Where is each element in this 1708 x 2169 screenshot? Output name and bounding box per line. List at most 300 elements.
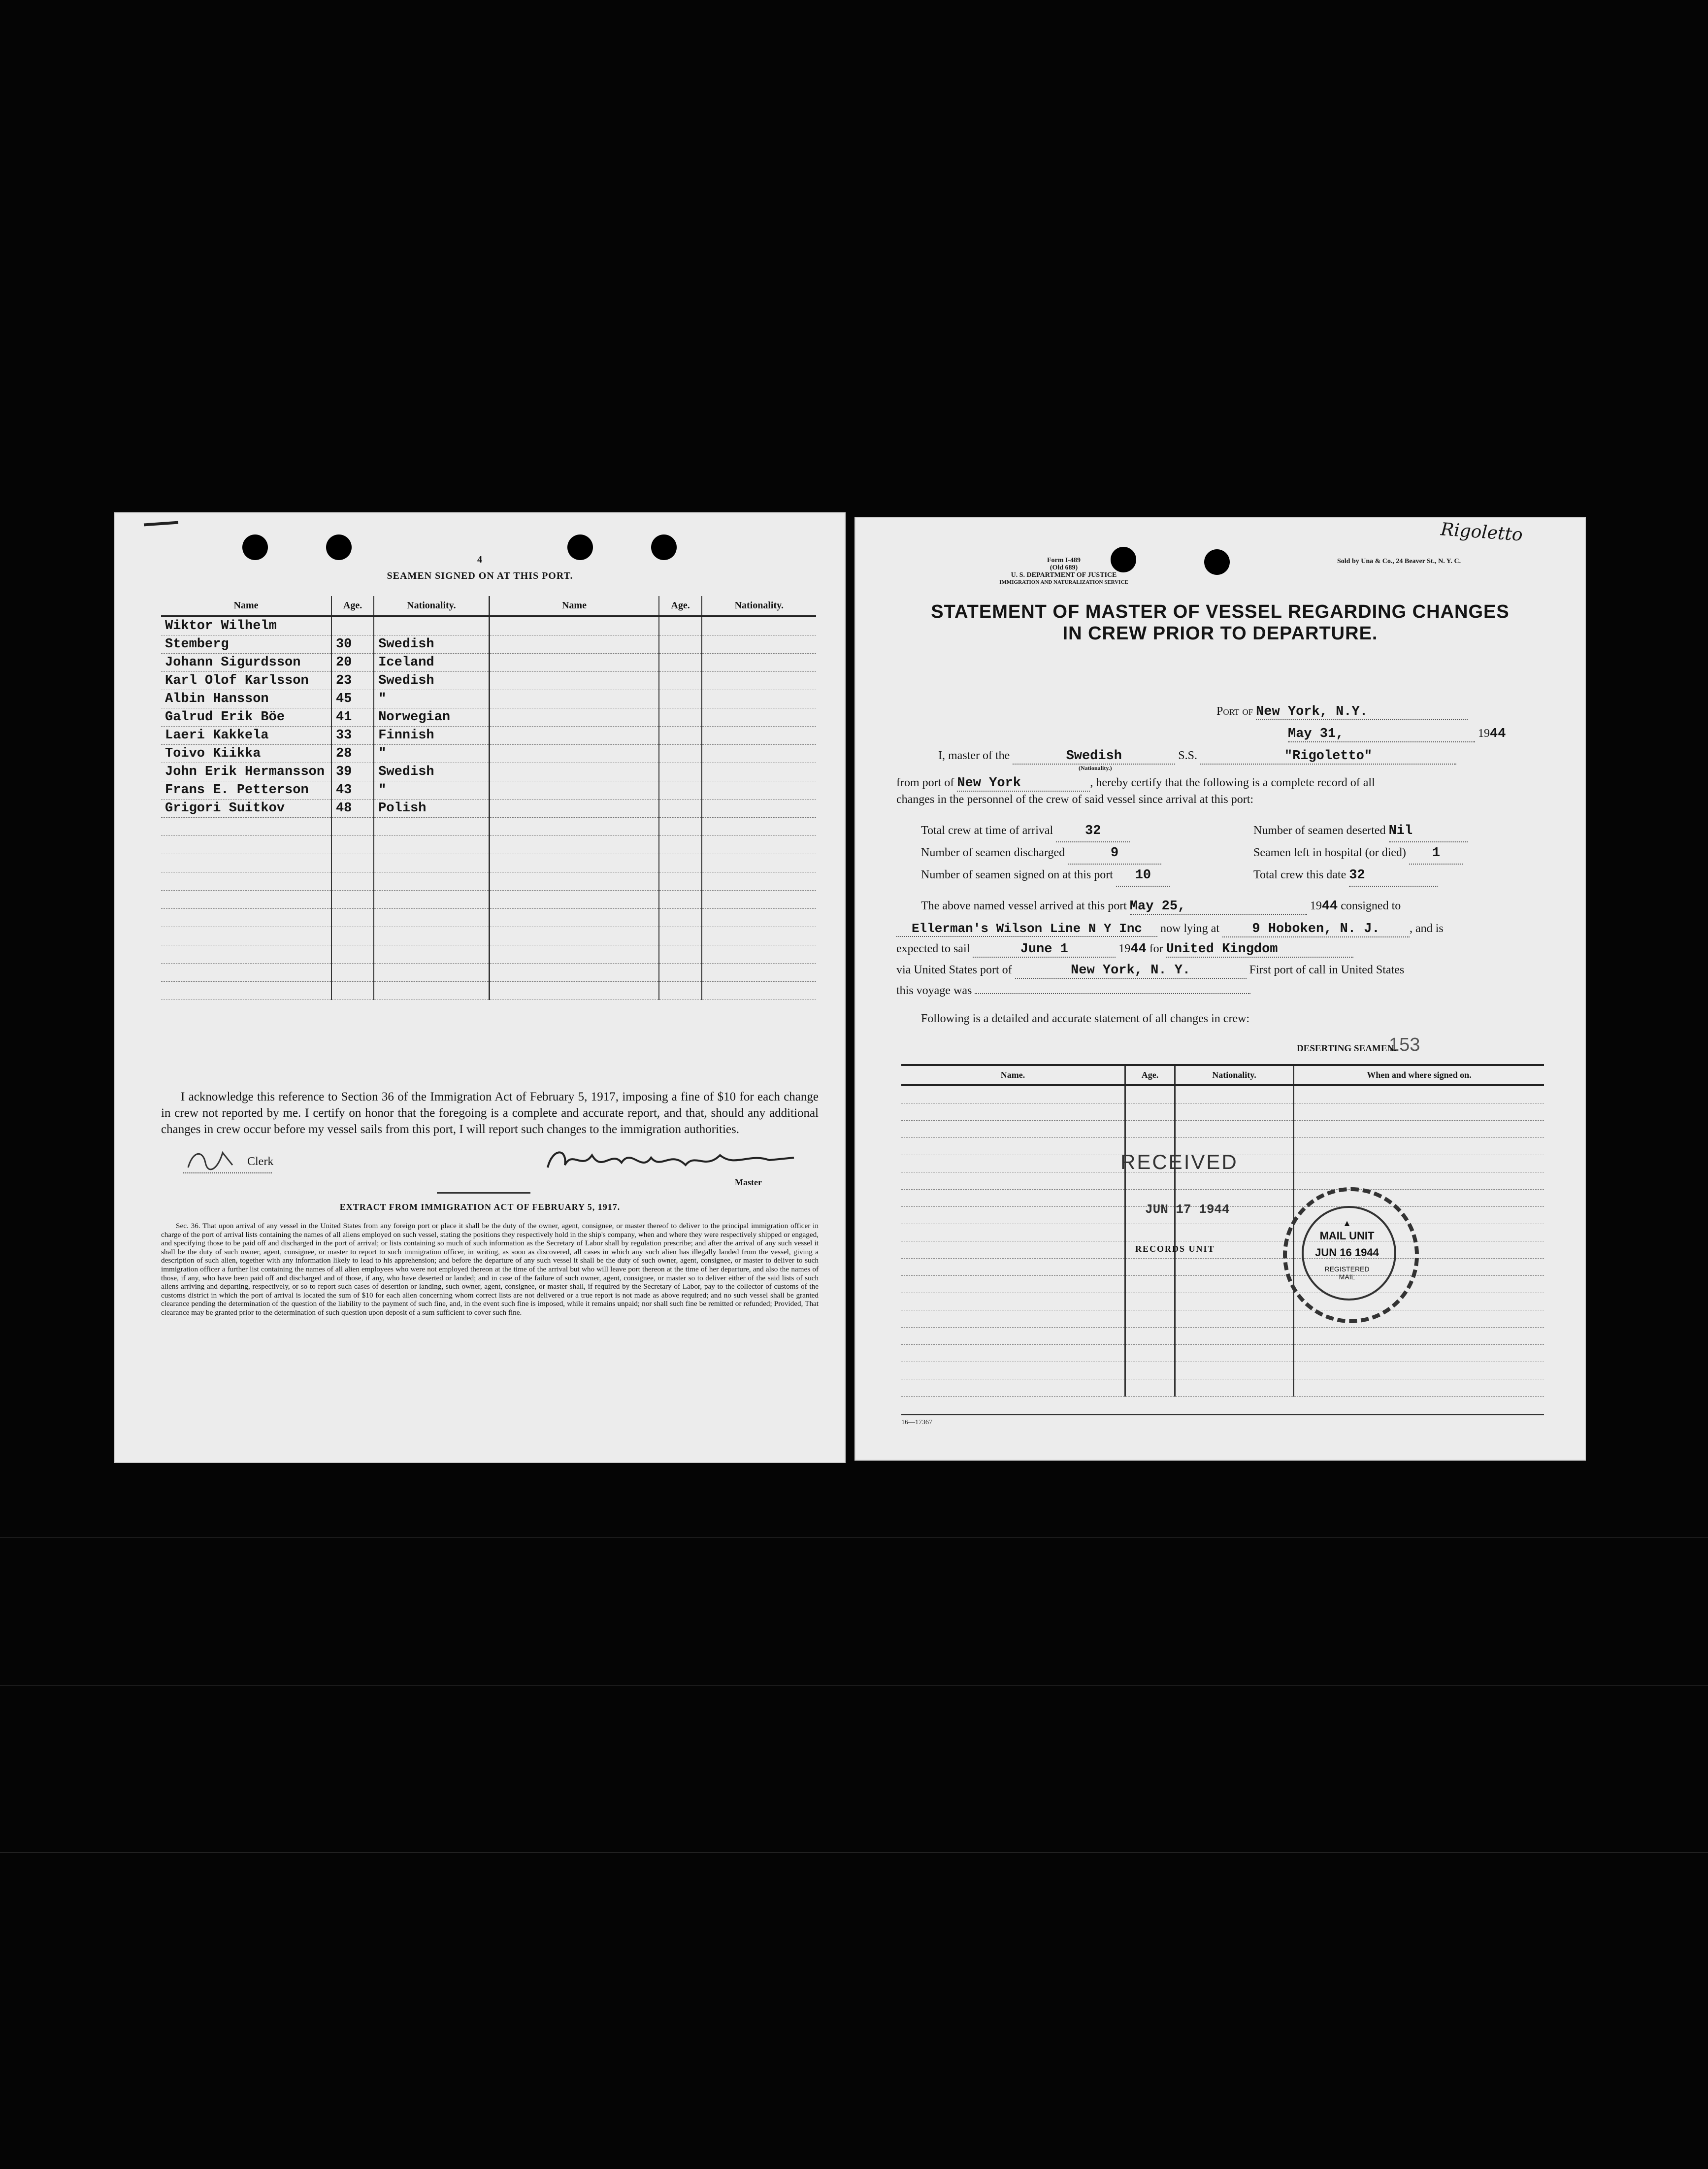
signed-on-label: Number of seamen signed on at this port [921, 868, 1113, 881]
empty-cell [1175, 1328, 1294, 1345]
seaman-name: Grigori Suitkov [161, 800, 331, 818]
expected-year: 44 [1130, 942, 1147, 957]
empty-cell [1125, 1224, 1175, 1241]
empty-cell [1125, 1276, 1175, 1293]
empty-cell [702, 781, 816, 800]
empty-cell [901, 1259, 1125, 1276]
empty-cell [901, 1293, 1125, 1310]
seaman-age [331, 872, 374, 891]
table-row [161, 690, 816, 708]
consigned-label: consigned to [1341, 900, 1401, 912]
empty-cell [901, 1155, 1125, 1172]
empty-cell [901, 1241, 1125, 1259]
master-label: Master [735, 1177, 762, 1187]
seaman-name [161, 854, 331, 872]
seaman-name: Laeri Kakkela [161, 727, 331, 745]
seller-note: Sold by Una & Co., 24 Beaver St., N. Y. C. [1337, 558, 1461, 565]
desert-col-age: Age. [1125, 1065, 1175, 1085]
empty-cell [702, 763, 816, 781]
seaman-nationality: Swedish [374, 672, 489, 690]
total-crew-date-value: 32 [1349, 865, 1438, 887]
seaman-nationality: Swedish [374, 763, 489, 781]
table-row [161, 909, 816, 927]
empty-cell [702, 945, 816, 964]
nationality-caption: (Nationality.) [1079, 765, 1112, 771]
date-line [1288, 727, 1506, 742]
right-page [854, 517, 1586, 1461]
seaman-name: Toivo Kiikka [161, 745, 331, 763]
empty-cell [901, 1345, 1125, 1362]
total-crew-arrival-value: 32 [1056, 821, 1130, 842]
table-row [901, 1121, 1544, 1138]
col-nationality-2: Nationality. [702, 596, 816, 616]
empty-cell [702, 872, 816, 891]
col-nationality: Nationality. [374, 596, 489, 616]
mail-unit-bottom: REGISTERED MAIL [1324, 1265, 1370, 1281]
table-row [901, 1241, 1544, 1259]
empty-cell [901, 1362, 1125, 1379]
seaman-age: 20 [331, 654, 374, 672]
table-row [161, 672, 816, 690]
empty-cell [489, 927, 659, 945]
empty-cell [702, 727, 816, 745]
empty-cell [901, 1190, 1125, 1207]
seaman-nationality [374, 945, 489, 964]
consignee-line [896, 921, 1444, 937]
seaman-name [161, 945, 331, 964]
deserted-label: Number of seamen deserted [1253, 824, 1386, 837]
seaman-nationality [374, 891, 489, 909]
empty-cell [702, 708, 816, 727]
empty-cell [1175, 1276, 1294, 1293]
empty-cell [1125, 1172, 1175, 1190]
seaman-nationality: Iceland [374, 654, 489, 672]
desert-col-when-where: When and where signed on. [1294, 1065, 1544, 1085]
empty-cell [1125, 1103, 1175, 1121]
empty-cell [1175, 1121, 1294, 1138]
empty-cell [659, 982, 701, 1000]
seaman-age [331, 818, 374, 836]
expected-value: June 1 [973, 942, 1116, 958]
seaman-nationality: " [374, 745, 489, 763]
table-row [901, 1085, 1544, 1103]
form-title-line1: STATEMENT OF MASTER OF VESSEL REGARDING CHANGES [931, 601, 1510, 622]
empty-cell [489, 854, 659, 872]
table-row [901, 1345, 1544, 1362]
seaman-name [161, 982, 331, 1000]
empty-cell [1125, 1379, 1175, 1397]
empty-cell [489, 909, 659, 927]
empty-cell [489, 836, 659, 854]
table-row [901, 1276, 1544, 1293]
empty-cell [489, 891, 659, 909]
seaman-nationality: Finnish [374, 727, 489, 745]
certify-text: , hereby certify that the following is a complete record of all [1090, 776, 1375, 789]
empty-cell [901, 1121, 1125, 1138]
table-row [161, 836, 816, 854]
empty-cell [1175, 1310, 1294, 1328]
seaman-name: Stemberg [161, 635, 331, 654]
empty-cell [489, 945, 659, 964]
mail-unit-stamp [1283, 1187, 1419, 1323]
page-number: 4 [477, 554, 483, 565]
empty-cell [489, 708, 659, 727]
empty-cell [1175, 1172, 1294, 1190]
voyage-value-line [975, 993, 1250, 994]
empty-cell [1125, 1328, 1175, 1345]
empty-cell [659, 781, 701, 800]
table-row [901, 1224, 1544, 1241]
voyage-label: this voyage was [896, 984, 972, 997]
empty-cell [659, 727, 701, 745]
empty-cell [489, 690, 659, 708]
form-old: (Old 689) [1050, 564, 1078, 571]
empty-cell [489, 635, 659, 654]
table-row [161, 635, 816, 654]
empty-cell [659, 800, 701, 818]
empty-cell [901, 1310, 1125, 1328]
seaman-age [331, 945, 374, 964]
desert-col-nationality: Nationality. [1175, 1065, 1294, 1085]
seaman-nationality [374, 616, 489, 635]
table-row [161, 982, 816, 1000]
empty-cell [1294, 1103, 1544, 1121]
following-text: Following is a detailed and accurate statement of all changes in crew: [921, 1012, 1250, 1025]
seaman-name [161, 872, 331, 891]
crew-stats [921, 820, 1561, 887]
empty-cell [1125, 1310, 1175, 1328]
mail-unit-label: MAIL UNIT [1319, 1230, 1375, 1242]
seaman-name: John Erik Hermansson [161, 763, 331, 781]
empty-cell [702, 745, 816, 763]
received-stamp: RECEIVED [1120, 1150, 1238, 1173]
table-row [901, 1259, 1544, 1276]
year-value: 44 [1490, 727, 1506, 741]
empty-cell [1175, 1362, 1294, 1379]
empty-cell [489, 672, 659, 690]
department: U. S. DEPARTMENT OF JUSTICE [1011, 571, 1117, 579]
form-title [854, 601, 1586, 644]
empty-cell [489, 781, 659, 800]
clerk-initials-scribble [183, 1148, 242, 1172]
deserting-seamen-table [901, 1064, 1544, 1397]
empty-cell [1294, 1345, 1544, 1362]
arrived-value: May 25, [1130, 899, 1307, 915]
table-row [901, 1310, 1544, 1328]
seaman-name [161, 818, 331, 836]
seaman-age [331, 909, 374, 927]
seaman-age: 33 [331, 727, 374, 745]
seaman-nationality [374, 927, 489, 945]
seaman-name [161, 891, 331, 909]
empty-cell [702, 616, 816, 635]
clerk-label: Clerk [247, 1155, 274, 1168]
mail-unit-triangle: ▲ [1343, 1218, 1351, 1228]
hospital-label: Seamen left in hospital (or died) [1253, 846, 1406, 859]
empty-cell [659, 745, 701, 763]
total-crew-arrival-label: Total crew at time of arrival [921, 824, 1053, 837]
records-unit: RECORDS UNIT [1135, 1244, 1215, 1254]
empty-cell [489, 763, 659, 781]
seaman-name [161, 836, 331, 854]
empty-cell [702, 982, 816, 1000]
empty-cell [659, 836, 701, 854]
form-header [854, 557, 1273, 586]
mail-unit-date: JUN 16 1944 [1315, 1246, 1379, 1259]
empty-cell [901, 1085, 1125, 1103]
seaman-age: 41 [331, 708, 374, 727]
master-of-the-label: I, master of the [938, 749, 1010, 762]
table-row [901, 1172, 1544, 1190]
seaman-name: Frans E. Petterson [161, 781, 331, 800]
empty-cell [1294, 1138, 1544, 1155]
deserted-value: Nil [1389, 821, 1468, 842]
extract-text: Sec. 36. That upon arrival of any vessel in the United States from any foreign port or place it shall be the duty of the owner, agent, consignee, or master thereof to deliver to the principal immigration officer in charge of the port of arrival lists containing the names of all aliens employed on such vessel, stating the positions they respectively hold in the ship's company, when and where they were respectively shipped or engaged, and specifying those to be paid off and discharged in the port of arrival; or lists containing so much of such information as the Secretary of Labor shall by regulation prescribe; and after the arrival of any such vessel it shall be the duty of such owner, agent, consignee, or master to report to such immigration officer, in writing, as soon as discovered, all cases in which any such alien has illegally landed from the vessel, giving a description of such alien, together with any information likely to lead to his apprehension; and before the departure of any such vessel it shall be the duty of such owner, agent, consignee, or master to deliver to such immigration officer a further list containing the names of all alien employees who were not employed thereon at the time of the arrival but who will leave port thereon at the time of her departure, and also the names of those, if any, who have been paid off and discharged and of those, if any, who have deserted or landed; and in case of the failure of such owner, agent, consignee, or master so to deliver either of the said lists of such aliens arriving and departing, respectively, or so to report such cases of desertion or landing, such owner, agent, consignee, or master shall, if required by the Secretary of Labor, pay to the collector of customs of the customs district in which the port of arrival is located the sum of $10 for each alien concerning whom correct lists are not delivered or a true report is not made as above required; and no such vessel shall be granted clearance pending the determination of the question of the liability to the payment of such fine, and, in the event such fine is imposed, while it remains unpaid; nor shall such fine be remitted or refunded; Provided, That clearance may be granted prior to the determination of such question upon deposit of a sum sufficient to cover such fine. [161, 1222, 819, 1317]
col-name: Name [161, 596, 331, 616]
seaman-age: 28 [331, 745, 374, 763]
empty-cell [1125, 1345, 1175, 1362]
seaman-age [331, 836, 374, 854]
col-age-2: Age. [659, 596, 701, 616]
empty-cell [1294, 1379, 1544, 1397]
discharged-value: 9 [1068, 843, 1161, 865]
empty-cell [659, 891, 701, 909]
page-stamp-number: 153 [1389, 1034, 1420, 1055]
empty-cell [702, 854, 816, 872]
empty-cell [659, 854, 701, 872]
empty-cell [659, 708, 701, 727]
table-row [161, 818, 816, 836]
service: IMMIGRATION AND NATURALIZATION SERVICE [999, 579, 1128, 585]
empty-cell [489, 818, 659, 836]
empty-cell [659, 927, 701, 945]
table-row [161, 854, 816, 872]
empty-cell [659, 690, 701, 708]
empty-cell [489, 727, 659, 745]
empty-cell [702, 635, 816, 654]
seaman-name: Karl Olof Karlsson [161, 672, 331, 690]
table-row [161, 945, 816, 964]
seaman-name: Galrud Erik Böe [161, 708, 331, 727]
deserting-title: DESERTING SEAMEN. [1296, 1043, 1396, 1054]
empty-cell [659, 654, 701, 672]
empty-cell [901, 1207, 1125, 1224]
empty-cell [489, 964, 659, 982]
empty-cell [659, 964, 701, 982]
seaman-age [331, 854, 374, 872]
seamen-signed-table [161, 596, 816, 1000]
table-row [161, 964, 816, 982]
date-value: May 31, [1288, 727, 1475, 742]
empty-cell [1175, 1345, 1294, 1362]
col-age: Age. [331, 596, 374, 616]
seaman-age [331, 616, 374, 635]
empty-cell [1175, 1224, 1294, 1241]
master-signature-image [538, 1145, 814, 1180]
empty-cell [702, 891, 816, 909]
seaman-nationality [374, 982, 489, 1000]
empty-cell [659, 818, 701, 836]
empty-cell [659, 763, 701, 781]
empty-cell [1175, 1293, 1294, 1310]
empty-cell [901, 1276, 1125, 1293]
arrived-line: The above named vessel arrived at this port May 25, 1944 consigned to [921, 899, 1401, 914]
via-line [896, 963, 1404, 979]
empty-cell [702, 927, 816, 945]
expected-line: expected to sail June 1 1944 for United Kingdom [896, 942, 1353, 958]
empty-cell [1175, 1379, 1294, 1397]
certify-text-2: changes in the personnel of the crew of said vessel since arrival at this port: [896, 793, 1254, 806]
seaman-nationality [374, 909, 489, 927]
seaman-name [161, 964, 331, 982]
empty-cell [659, 872, 701, 891]
total-crew-date-label: Total crew this date [1253, 868, 1347, 881]
table-row [901, 1293, 1544, 1310]
seaman-age [331, 982, 374, 1000]
seaman-age: 48 [331, 800, 374, 818]
master-signature [538, 1145, 814, 1180]
table-row [901, 1362, 1544, 1379]
arrived-year: 44 [1321, 899, 1338, 914]
lying-label: now lying at [1160, 922, 1219, 935]
seaman-age: 45 [331, 690, 374, 708]
empty-cell [702, 836, 816, 854]
seaman-nationality [374, 818, 489, 836]
seaman-name [161, 909, 331, 927]
seaman-age: 23 [331, 672, 374, 690]
port-line [1216, 704, 1468, 720]
empty-cell [1175, 1103, 1294, 1121]
empty-cell [1175, 1085, 1294, 1103]
empty-cell [702, 654, 816, 672]
empty-cell [702, 909, 816, 927]
hospital-value: 1 [1409, 843, 1463, 865]
table-row [901, 1379, 1544, 1397]
seaman-nationality [374, 854, 489, 872]
empty-cell [1125, 1259, 1175, 1276]
table-row [161, 654, 816, 672]
table-row [161, 727, 816, 745]
arrived-label: The above named vessel arrived at this port [921, 900, 1127, 912]
from-port-value: New York [957, 776, 1090, 792]
port-of-label: Port of [1216, 705, 1253, 718]
table-row [161, 616, 816, 635]
nationality-value: Swedish [1013, 749, 1175, 765]
empty-cell [702, 800, 816, 818]
table-row [161, 872, 816, 891]
empty-cell [489, 616, 659, 635]
consignee-value: Ellerman's Wilson Line N Y Inc [896, 921, 1157, 937]
empty-cell [1125, 1085, 1175, 1103]
handwritten-vessel-name: Rigoletto [1440, 519, 1523, 545]
seaman-age [331, 964, 374, 982]
empty-cell [901, 1224, 1125, 1241]
seaman-nationality: Polish [374, 800, 489, 818]
empty-cell [659, 945, 701, 964]
empty-cell [1125, 1293, 1175, 1310]
table-row [161, 927, 816, 945]
seaman-age: 39 [331, 763, 374, 781]
seaman-nationality [374, 964, 489, 982]
seaman-nationality: " [374, 781, 489, 800]
seaman-nationality [374, 836, 489, 854]
first-port-label: First port of call in United States [1249, 964, 1405, 976]
expected-label: expected to sail [896, 942, 970, 955]
port-of-value: New York, N.Y. [1256, 704, 1468, 720]
table-bottom-rule [901, 1414, 1544, 1415]
empty-cell [1125, 1121, 1175, 1138]
and-is: , and is [1410, 922, 1444, 935]
empty-cell [659, 616, 701, 635]
empty-cell [1294, 1085, 1544, 1103]
seaman-nationality: Swedish [374, 635, 489, 654]
footer-code: 16—17367 [901, 1419, 932, 1426]
empty-cell [1294, 1121, 1544, 1138]
empty-cell [489, 982, 659, 1000]
empty-cell [702, 964, 816, 982]
discharged-label: Number of seamen discharged [921, 846, 1065, 859]
vessel-value: "Rigoletto" [1200, 749, 1456, 765]
empty-cell [659, 635, 701, 654]
empty-cell [901, 1138, 1125, 1155]
empty-cell [489, 872, 659, 891]
seaman-age [331, 891, 374, 909]
via-value: New York, N. Y. [1015, 963, 1247, 979]
empty-cell [1294, 1155, 1544, 1172]
received-date: JUN 17 1944 [1145, 1202, 1230, 1217]
empty-cell [1175, 1259, 1294, 1276]
table-row [901, 1103, 1544, 1121]
pen-mark [144, 521, 178, 527]
lying-value: 9 Hoboken, N. J. [1222, 922, 1410, 937]
empty-cell [901, 1172, 1125, 1190]
empty-cell [702, 672, 816, 690]
destination-value: United Kingdom [1166, 942, 1353, 958]
empty-cell [489, 654, 659, 672]
table-row [161, 781, 816, 800]
seaman-name: Albin Hansson [161, 690, 331, 708]
from-port-line [896, 776, 1375, 792]
seaman-nationality: Norwegian [374, 708, 489, 727]
empty-cell [901, 1379, 1125, 1397]
for-label: for [1149, 942, 1163, 955]
empty-cell [1125, 1362, 1175, 1379]
table-row [161, 763, 816, 781]
voyage-line [896, 984, 1250, 998]
seaman-nationality [374, 872, 489, 891]
ss-label: S.S. [1178, 749, 1197, 762]
divider [437, 1192, 530, 1194]
empty-cell [659, 672, 701, 690]
acknowledgement-text: I acknowledge this reference to Section 36 of the Immigration Act of February 5, 1917, imposing a fine of $10 for each change in crew not reported by me. I certify on honor that the foregoing is a complete and accurate report, and that, should any additional changes in crew occur before my vessel sails from this port, I will report such changes to the immigration authorities. [161, 1090, 819, 1136]
empty-cell [489, 745, 659, 763]
via-label: via United States port of [896, 964, 1012, 976]
empty-cell [901, 1103, 1125, 1121]
table-row [161, 891, 816, 909]
empty-cell [659, 909, 701, 927]
col-name-2: Name [489, 596, 659, 616]
table-row [901, 1328, 1544, 1345]
seaman-name: Wiktor Wilhelm [161, 616, 331, 635]
form-title-line2: IN CREW PRIOR TO DEPARTURE. [1062, 623, 1378, 644]
table-row [161, 745, 816, 763]
empty-cell [702, 690, 816, 708]
desert-col-name: Name. [901, 1065, 1125, 1085]
seaman-nationality: " [374, 690, 489, 708]
seaman-age: 30 [331, 635, 374, 654]
seaman-name [161, 927, 331, 945]
from-port-label: from port of [896, 776, 954, 789]
